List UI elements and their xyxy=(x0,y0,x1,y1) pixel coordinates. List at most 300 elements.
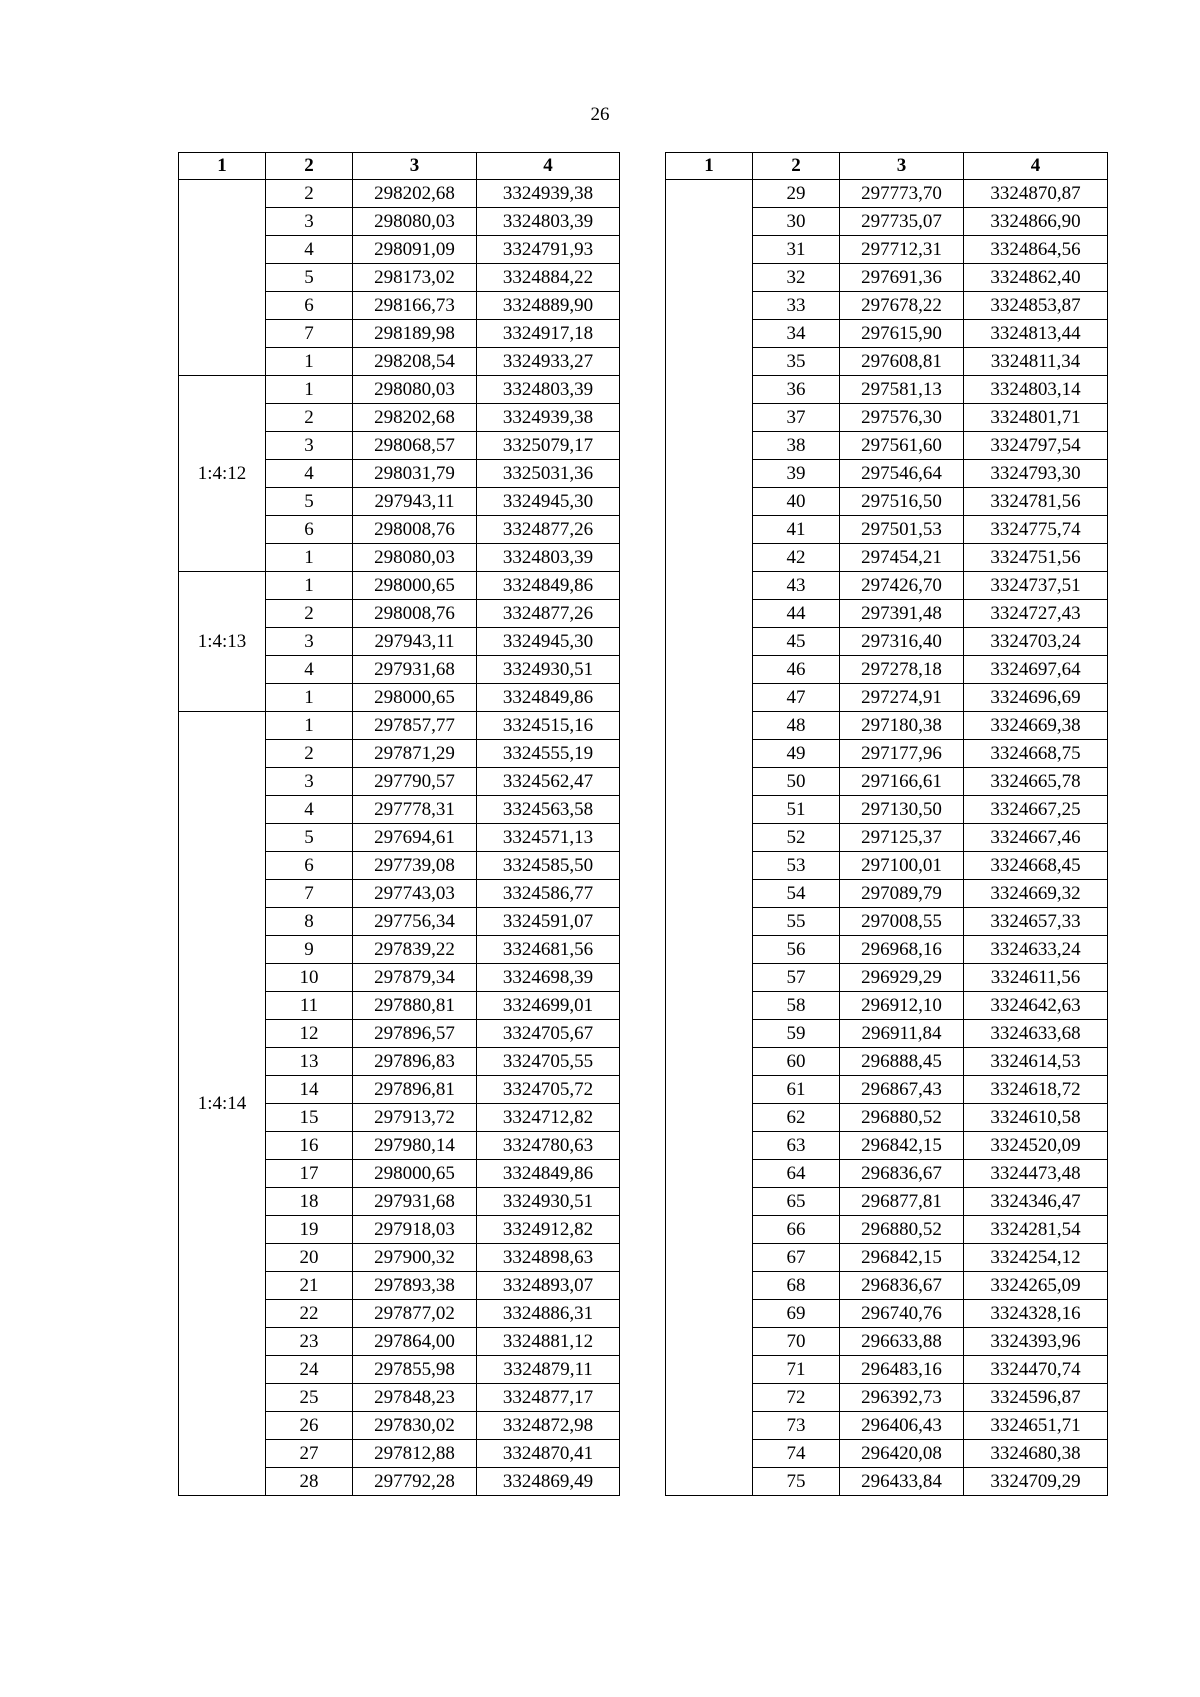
point-number-cell: 2 xyxy=(266,180,353,208)
x-coordinate-cell: 296836,67 xyxy=(840,1160,964,1188)
x-coordinate-cell: 297879,34 xyxy=(353,964,477,992)
point-number-cell: 19 xyxy=(266,1216,353,1244)
x-coordinate-cell: 297130,50 xyxy=(840,796,964,824)
y-coordinate-cell: 3324849,86 xyxy=(477,684,620,712)
y-coordinate-cell: 3324614,53 xyxy=(964,1048,1108,1076)
point-number-cell: 15 xyxy=(266,1104,353,1132)
x-coordinate-cell: 296867,43 xyxy=(840,1076,964,1104)
x-coordinate-cell: 297918,03 xyxy=(353,1216,477,1244)
point-number-cell: 4 xyxy=(266,796,353,824)
point-number-cell: 23 xyxy=(266,1328,353,1356)
x-coordinate-cell: 297391,48 xyxy=(840,600,964,628)
x-coordinate-cell: 297177,96 xyxy=(840,740,964,768)
x-coordinate-cell: 297743,03 xyxy=(353,880,477,908)
x-coordinate-cell: 297546,64 xyxy=(840,460,964,488)
y-coordinate-cell: 3324563,58 xyxy=(477,796,620,824)
y-coordinate-cell: 3324870,87 xyxy=(964,180,1108,208)
x-coordinate-cell: 296406,43 xyxy=(840,1412,964,1440)
y-coordinate-cell: 3324751,56 xyxy=(964,544,1108,572)
point-number-cell: 4 xyxy=(266,656,353,684)
point-number-cell: 59 xyxy=(753,1020,840,1048)
y-coordinate-cell: 3324520,09 xyxy=(964,1132,1108,1160)
point-number-cell: 29 xyxy=(753,180,840,208)
point-number-cell: 11 xyxy=(266,992,353,1020)
x-coordinate-cell: 297274,91 xyxy=(840,684,964,712)
point-number-cell: 3 xyxy=(266,432,353,460)
header-cell: 3 xyxy=(840,153,964,180)
y-coordinate-cell: 3324703,24 xyxy=(964,628,1108,656)
table-row xyxy=(179,376,620,404)
y-coordinate-cell: 3324898,63 xyxy=(477,1244,620,1272)
y-coordinate-cell: 3324793,30 xyxy=(964,460,1108,488)
x-coordinate-cell: 296740,76 xyxy=(840,1300,964,1328)
point-number-cell: 3 xyxy=(266,628,353,656)
point-number-cell: 1 xyxy=(266,712,353,740)
point-number-cell: 62 xyxy=(753,1104,840,1132)
point-number-cell: 55 xyxy=(753,908,840,936)
x-coordinate-cell: 297893,38 xyxy=(353,1272,477,1300)
y-coordinate-cell: 3324571,13 xyxy=(477,824,620,852)
x-coordinate-cell: 298031,79 xyxy=(353,460,477,488)
y-coordinate-cell: 3324657,33 xyxy=(964,908,1108,936)
y-coordinate-cell: 3324515,16 xyxy=(477,712,620,740)
x-coordinate-cell: 296911,84 xyxy=(840,1020,964,1048)
point-number-cell: 28 xyxy=(266,1468,353,1496)
point-number-cell: 5 xyxy=(266,824,353,852)
point-number-cell: 26 xyxy=(266,1412,353,1440)
point-number-cell: 73 xyxy=(753,1412,840,1440)
y-coordinate-cell: 3324669,38 xyxy=(964,712,1108,740)
y-coordinate-cell: 3324709,29 xyxy=(964,1468,1108,1496)
x-coordinate-cell: 297516,50 xyxy=(840,488,964,516)
point-number-cell: 8 xyxy=(266,908,353,936)
point-number-cell: 44 xyxy=(753,600,840,628)
y-coordinate-cell: 3324930,51 xyxy=(477,656,620,684)
x-coordinate-cell: 298208,54 xyxy=(353,348,477,376)
y-coordinate-cell: 3324803,39 xyxy=(477,208,620,236)
x-coordinate-cell: 297454,21 xyxy=(840,544,964,572)
x-coordinate-cell: 296968,16 xyxy=(840,936,964,964)
y-coordinate-cell: 3324864,56 xyxy=(964,236,1108,264)
point-number-cell: 38 xyxy=(753,432,840,460)
y-coordinate-cell: 3324917,18 xyxy=(477,320,620,348)
point-number-cell: 33 xyxy=(753,292,840,320)
x-coordinate-cell: 296877,81 xyxy=(840,1188,964,1216)
x-coordinate-cell: 297896,83 xyxy=(353,1048,477,1076)
y-coordinate-cell: 3324696,69 xyxy=(964,684,1108,712)
point-number-cell: 48 xyxy=(753,712,840,740)
x-coordinate-cell: 296842,15 xyxy=(840,1244,964,1272)
y-coordinate-cell: 3324862,40 xyxy=(964,264,1108,292)
x-coordinate-cell: 297576,30 xyxy=(840,404,964,432)
point-number-cell: 1 xyxy=(266,572,353,600)
point-number-cell: 43 xyxy=(753,572,840,600)
point-number-cell: 74 xyxy=(753,1440,840,1468)
y-coordinate-cell: 3324877,26 xyxy=(477,600,620,628)
y-coordinate-cell: 3324866,90 xyxy=(964,208,1108,236)
x-coordinate-cell: 298068,57 xyxy=(353,432,477,460)
y-coordinate-cell: 3324586,77 xyxy=(477,880,620,908)
x-coordinate-cell: 297089,79 xyxy=(840,880,964,908)
x-coordinate-cell: 298166,73 xyxy=(353,292,477,320)
point-number-cell: 7 xyxy=(266,320,353,348)
x-coordinate-cell: 296633,88 xyxy=(840,1328,964,1356)
x-coordinate-cell: 297812,88 xyxy=(353,1440,477,1468)
x-coordinate-cell: 297855,98 xyxy=(353,1356,477,1384)
y-coordinate-cell: 3324667,25 xyxy=(964,796,1108,824)
point-number-cell: 45 xyxy=(753,628,840,656)
y-coordinate-cell: 3324877,26 xyxy=(477,516,620,544)
x-coordinate-cell: 298091,09 xyxy=(353,236,477,264)
point-number-cell: 37 xyxy=(753,404,840,432)
point-number-cell: 1 xyxy=(266,348,353,376)
x-coordinate-cell: 297678,22 xyxy=(840,292,964,320)
y-coordinate-cell: 3324803,39 xyxy=(477,376,620,404)
point-number-cell: 4 xyxy=(266,460,353,488)
point-number-cell: 20 xyxy=(266,1244,353,1272)
y-coordinate-cell: 3324265,09 xyxy=(964,1272,1108,1300)
point-number-cell: 42 xyxy=(753,544,840,572)
point-number-cell: 64 xyxy=(753,1160,840,1188)
header-cell: 2 xyxy=(266,153,353,180)
x-coordinate-cell: 297694,61 xyxy=(353,824,477,852)
y-coordinate-cell: 3324869,49 xyxy=(477,1468,620,1496)
table-row xyxy=(179,180,620,208)
table-body xyxy=(179,180,620,1496)
coordinates-table-left xyxy=(178,152,620,1496)
point-number-cell: 13 xyxy=(266,1048,353,1076)
x-coordinate-cell: 297790,57 xyxy=(353,768,477,796)
y-coordinate-cell: 3324737,51 xyxy=(964,572,1108,600)
x-coordinate-cell: 297712,31 xyxy=(840,236,964,264)
y-coordinate-cell: 3324669,32 xyxy=(964,880,1108,908)
x-coordinate-cell: 297426,70 xyxy=(840,572,964,600)
point-number-cell: 32 xyxy=(753,264,840,292)
x-coordinate-cell: 298080,03 xyxy=(353,208,477,236)
point-number-cell: 70 xyxy=(753,1328,840,1356)
point-number-cell: 36 xyxy=(753,376,840,404)
point-number-cell: 68 xyxy=(753,1272,840,1300)
point-number-cell: 47 xyxy=(753,684,840,712)
x-coordinate-cell: 296880,52 xyxy=(840,1104,964,1132)
x-coordinate-cell: 298080,03 xyxy=(353,376,477,404)
x-coordinate-cell: 297857,77 xyxy=(353,712,477,740)
group-label-cell xyxy=(179,180,266,376)
x-coordinate-cell: 298189,98 xyxy=(353,320,477,348)
y-coordinate-cell: 3324870,41 xyxy=(477,1440,620,1468)
x-coordinate-cell: 297931,68 xyxy=(353,1188,477,1216)
x-coordinate-cell: 297316,40 xyxy=(840,628,964,656)
y-coordinate-cell: 3324328,16 xyxy=(964,1300,1108,1328)
y-coordinate-cell: 3324681,56 xyxy=(477,936,620,964)
point-number-cell: 56 xyxy=(753,936,840,964)
point-number-cell: 40 xyxy=(753,488,840,516)
y-coordinate-cell: 3324853,87 xyxy=(964,292,1108,320)
group-label-cell: 1:4:13 xyxy=(179,572,266,712)
y-coordinate-cell: 3324877,17 xyxy=(477,1384,620,1412)
x-coordinate-cell: 298173,02 xyxy=(353,264,477,292)
y-coordinate-cell: 3324780,63 xyxy=(477,1132,620,1160)
y-coordinate-cell: 3324585,50 xyxy=(477,852,620,880)
y-coordinate-cell: 3324775,74 xyxy=(964,516,1108,544)
x-coordinate-cell: 297877,02 xyxy=(353,1300,477,1328)
x-coordinate-cell: 297880,81 xyxy=(353,992,477,1020)
y-coordinate-cell: 3324933,27 xyxy=(477,348,620,376)
y-coordinate-cell: 3324781,56 xyxy=(964,488,1108,516)
y-coordinate-cell: 3324884,22 xyxy=(477,264,620,292)
x-coordinate-cell: 296929,29 xyxy=(840,964,964,992)
x-coordinate-cell: 298008,76 xyxy=(353,516,477,544)
y-coordinate-cell: 3324939,38 xyxy=(477,180,620,208)
y-coordinate-cell: 3324811,34 xyxy=(964,348,1108,376)
y-coordinate-cell: 3324945,30 xyxy=(477,628,620,656)
x-coordinate-cell: 297931,68 xyxy=(353,656,477,684)
y-coordinate-cell: 3324633,24 xyxy=(964,936,1108,964)
point-number-cell: 3 xyxy=(266,208,353,236)
x-coordinate-cell: 297896,81 xyxy=(353,1076,477,1104)
y-coordinate-cell: 3324562,47 xyxy=(477,768,620,796)
point-number-cell: 16 xyxy=(266,1132,353,1160)
point-number-cell: 5 xyxy=(266,264,353,292)
point-number-cell: 4 xyxy=(266,236,353,264)
point-number-cell: 31 xyxy=(753,236,840,264)
y-coordinate-cell: 3324698,39 xyxy=(477,964,620,992)
y-coordinate-cell: 3324591,07 xyxy=(477,908,620,936)
y-coordinate-cell: 3324705,67 xyxy=(477,1020,620,1048)
point-number-cell: 12 xyxy=(266,1020,353,1048)
x-coordinate-cell: 296420,08 xyxy=(840,1440,964,1468)
point-number-cell: 71 xyxy=(753,1356,840,1384)
header-cell: 1 xyxy=(666,153,753,180)
y-coordinate-cell: 3324801,71 xyxy=(964,404,1108,432)
y-coordinate-cell: 3324668,45 xyxy=(964,852,1108,880)
x-coordinate-cell: 297773,70 xyxy=(840,180,964,208)
x-coordinate-cell: 296888,45 xyxy=(840,1048,964,1076)
point-number-cell: 1 xyxy=(266,684,353,712)
y-coordinate-cell: 3324610,58 xyxy=(964,1104,1108,1132)
y-coordinate-cell: 3324803,14 xyxy=(964,376,1108,404)
y-coordinate-cell: 3324651,71 xyxy=(964,1412,1108,1440)
point-number-cell: 51 xyxy=(753,796,840,824)
point-number-cell: 49 xyxy=(753,740,840,768)
y-coordinate-cell: 3324893,07 xyxy=(477,1272,620,1300)
point-number-cell: 53 xyxy=(753,852,840,880)
x-coordinate-cell: 297792,28 xyxy=(353,1468,477,1496)
table-row xyxy=(179,572,620,600)
point-number-cell: 65 xyxy=(753,1188,840,1216)
x-coordinate-cell: 298000,65 xyxy=(353,1160,477,1188)
y-coordinate-cell: 3324699,01 xyxy=(477,992,620,1020)
point-number-cell: 69 xyxy=(753,1300,840,1328)
group-label-cell xyxy=(666,180,753,1496)
y-coordinate-cell: 3324889,90 xyxy=(477,292,620,320)
y-coordinate-cell: 3324849,86 xyxy=(477,572,620,600)
point-number-cell: 75 xyxy=(753,1468,840,1496)
point-number-cell: 30 xyxy=(753,208,840,236)
y-coordinate-cell: 3324886,31 xyxy=(477,1300,620,1328)
x-coordinate-cell: 297896,57 xyxy=(353,1020,477,1048)
x-coordinate-cell: 297008,55 xyxy=(840,908,964,936)
point-number-cell: 6 xyxy=(266,292,353,320)
point-number-cell: 52 xyxy=(753,824,840,852)
y-coordinate-cell: 3324872,98 xyxy=(477,1412,620,1440)
x-coordinate-cell: 297166,61 xyxy=(840,768,964,796)
y-coordinate-cell: 3324797,54 xyxy=(964,432,1108,460)
y-coordinate-cell: 3324930,51 xyxy=(477,1188,620,1216)
x-coordinate-cell: 296842,15 xyxy=(840,1132,964,1160)
y-coordinate-cell: 3324945,30 xyxy=(477,488,620,516)
y-coordinate-cell: 3324555,19 xyxy=(477,740,620,768)
point-number-cell: 7 xyxy=(266,880,353,908)
table-row xyxy=(179,712,620,740)
point-number-cell: 6 xyxy=(266,516,353,544)
x-coordinate-cell: 297756,34 xyxy=(353,908,477,936)
y-coordinate-cell: 3324939,38 xyxy=(477,404,620,432)
header-cell: 4 xyxy=(477,153,620,180)
x-coordinate-cell: 297501,53 xyxy=(840,516,964,544)
point-number-cell: 1 xyxy=(266,376,353,404)
y-coordinate-cell: 3324473,48 xyxy=(964,1160,1108,1188)
y-coordinate-cell: 3324705,72 xyxy=(477,1076,620,1104)
point-number-cell: 27 xyxy=(266,1440,353,1468)
x-coordinate-cell: 298000,65 xyxy=(353,684,477,712)
x-coordinate-cell: 297943,11 xyxy=(353,488,477,516)
point-number-cell: 18 xyxy=(266,1188,353,1216)
point-number-cell: 25 xyxy=(266,1384,353,1412)
point-number-cell: 10 xyxy=(266,964,353,992)
y-coordinate-cell: 3324849,86 xyxy=(477,1160,620,1188)
x-coordinate-cell: 297778,31 xyxy=(353,796,477,824)
point-number-cell: 21 xyxy=(266,1272,353,1300)
point-number-cell: 6 xyxy=(266,852,353,880)
point-number-cell: 2 xyxy=(266,404,353,432)
y-coordinate-cell: 3324791,93 xyxy=(477,236,620,264)
y-coordinate-cell: 3324665,78 xyxy=(964,768,1108,796)
group-label-cell: 1:4:12 xyxy=(179,376,266,572)
point-number-cell: 2 xyxy=(266,740,353,768)
x-coordinate-cell: 297278,18 xyxy=(840,656,964,684)
point-number-cell: 24 xyxy=(266,1356,353,1384)
point-number-cell: 60 xyxy=(753,1048,840,1076)
x-coordinate-cell: 296912,10 xyxy=(840,992,964,1020)
y-coordinate-cell: 3324618,72 xyxy=(964,1076,1108,1104)
x-coordinate-cell: 297739,08 xyxy=(353,852,477,880)
x-coordinate-cell: 297581,13 xyxy=(840,376,964,404)
table-body xyxy=(666,180,1108,1496)
x-coordinate-cell: 297735,07 xyxy=(840,208,964,236)
point-number-cell: 39 xyxy=(753,460,840,488)
x-coordinate-cell: 298080,03 xyxy=(353,544,477,572)
y-coordinate-cell: 3324813,44 xyxy=(964,320,1108,348)
point-number-cell: 34 xyxy=(753,320,840,348)
y-coordinate-cell: 3324611,56 xyxy=(964,964,1108,992)
x-coordinate-cell: 297561,60 xyxy=(840,432,964,460)
point-number-cell: 66 xyxy=(753,1216,840,1244)
x-coordinate-cell: 297615,90 xyxy=(840,320,964,348)
x-coordinate-cell: 296392,73 xyxy=(840,1384,964,1412)
header-row xyxy=(666,153,1108,180)
y-coordinate-cell: 3324912,82 xyxy=(477,1216,620,1244)
x-coordinate-cell: 297100,01 xyxy=(840,852,964,880)
x-coordinate-cell: 296836,67 xyxy=(840,1272,964,1300)
point-number-cell: 67 xyxy=(753,1244,840,1272)
y-coordinate-cell: 3324727,43 xyxy=(964,600,1108,628)
x-coordinate-cell: 297125,37 xyxy=(840,824,964,852)
y-coordinate-cell: 3324680,38 xyxy=(964,1440,1108,1468)
header-cell: 4 xyxy=(964,153,1108,180)
point-number-cell: 61 xyxy=(753,1076,840,1104)
y-coordinate-cell: 3324642,63 xyxy=(964,992,1108,1020)
table-row xyxy=(666,180,1108,208)
point-number-cell: 54 xyxy=(753,880,840,908)
x-coordinate-cell: 298202,68 xyxy=(353,180,477,208)
y-coordinate-cell: 3324667,46 xyxy=(964,824,1108,852)
x-coordinate-cell: 297691,36 xyxy=(840,264,964,292)
y-coordinate-cell: 3324633,68 xyxy=(964,1020,1108,1048)
y-coordinate-cell: 3324705,55 xyxy=(477,1048,620,1076)
point-number-cell: 63 xyxy=(753,1132,840,1160)
y-coordinate-cell: 3324881,12 xyxy=(477,1328,620,1356)
y-coordinate-cell: 3324712,82 xyxy=(477,1104,620,1132)
x-coordinate-cell: 298000,65 xyxy=(353,572,477,600)
header-cell: 1 xyxy=(179,153,266,180)
x-coordinate-cell: 296880,52 xyxy=(840,1216,964,1244)
point-number-cell: 72 xyxy=(753,1384,840,1412)
point-number-cell: 35 xyxy=(753,348,840,376)
y-coordinate-cell: 3324254,12 xyxy=(964,1244,1108,1272)
point-number-cell: 5 xyxy=(266,488,353,516)
y-coordinate-cell: 3324346,47 xyxy=(964,1188,1108,1216)
header-cell: 3 xyxy=(353,153,477,180)
coordinates-table-right xyxy=(665,152,1108,1496)
x-coordinate-cell: 297864,00 xyxy=(353,1328,477,1356)
x-coordinate-cell: 298008,76 xyxy=(353,600,477,628)
x-coordinate-cell: 297943,11 xyxy=(353,628,477,656)
header-cell: 2 xyxy=(753,153,840,180)
y-coordinate-cell: 3325079,17 xyxy=(477,432,620,460)
point-number-cell: 58 xyxy=(753,992,840,1020)
point-number-cell: 17 xyxy=(266,1160,353,1188)
point-number-cell: 2 xyxy=(266,600,353,628)
x-coordinate-cell: 298202,68 xyxy=(353,404,477,432)
point-number-cell: 14 xyxy=(266,1076,353,1104)
y-coordinate-cell: 3324393,96 xyxy=(964,1328,1108,1356)
x-coordinate-cell: 297980,14 xyxy=(353,1132,477,1160)
point-number-cell: 41 xyxy=(753,516,840,544)
y-coordinate-cell: 3324668,75 xyxy=(964,740,1108,768)
point-number-cell: 9 xyxy=(266,936,353,964)
point-number-cell: 50 xyxy=(753,768,840,796)
point-number-cell: 57 xyxy=(753,964,840,992)
group-label-cell: 1:4:14 xyxy=(179,712,266,1496)
point-number-cell: 22 xyxy=(266,1300,353,1328)
y-coordinate-cell: 3325031,36 xyxy=(477,460,620,488)
x-coordinate-cell: 296433,84 xyxy=(840,1468,964,1496)
point-number-cell: 3 xyxy=(266,768,353,796)
x-coordinate-cell: 297913,72 xyxy=(353,1104,477,1132)
x-coordinate-cell: 297839,22 xyxy=(353,936,477,964)
x-coordinate-cell: 297608,81 xyxy=(840,348,964,376)
x-coordinate-cell: 297900,32 xyxy=(353,1244,477,1272)
point-number-cell: 1 xyxy=(266,544,353,572)
y-coordinate-cell: 3324697,64 xyxy=(964,656,1108,684)
x-coordinate-cell: 297830,02 xyxy=(353,1412,477,1440)
y-coordinate-cell: 3324596,87 xyxy=(964,1384,1108,1412)
header-row xyxy=(179,153,620,180)
y-coordinate-cell: 3324879,11 xyxy=(477,1356,620,1384)
page-number: 26 xyxy=(590,104,610,125)
x-coordinate-cell: 297848,23 xyxy=(353,1384,477,1412)
